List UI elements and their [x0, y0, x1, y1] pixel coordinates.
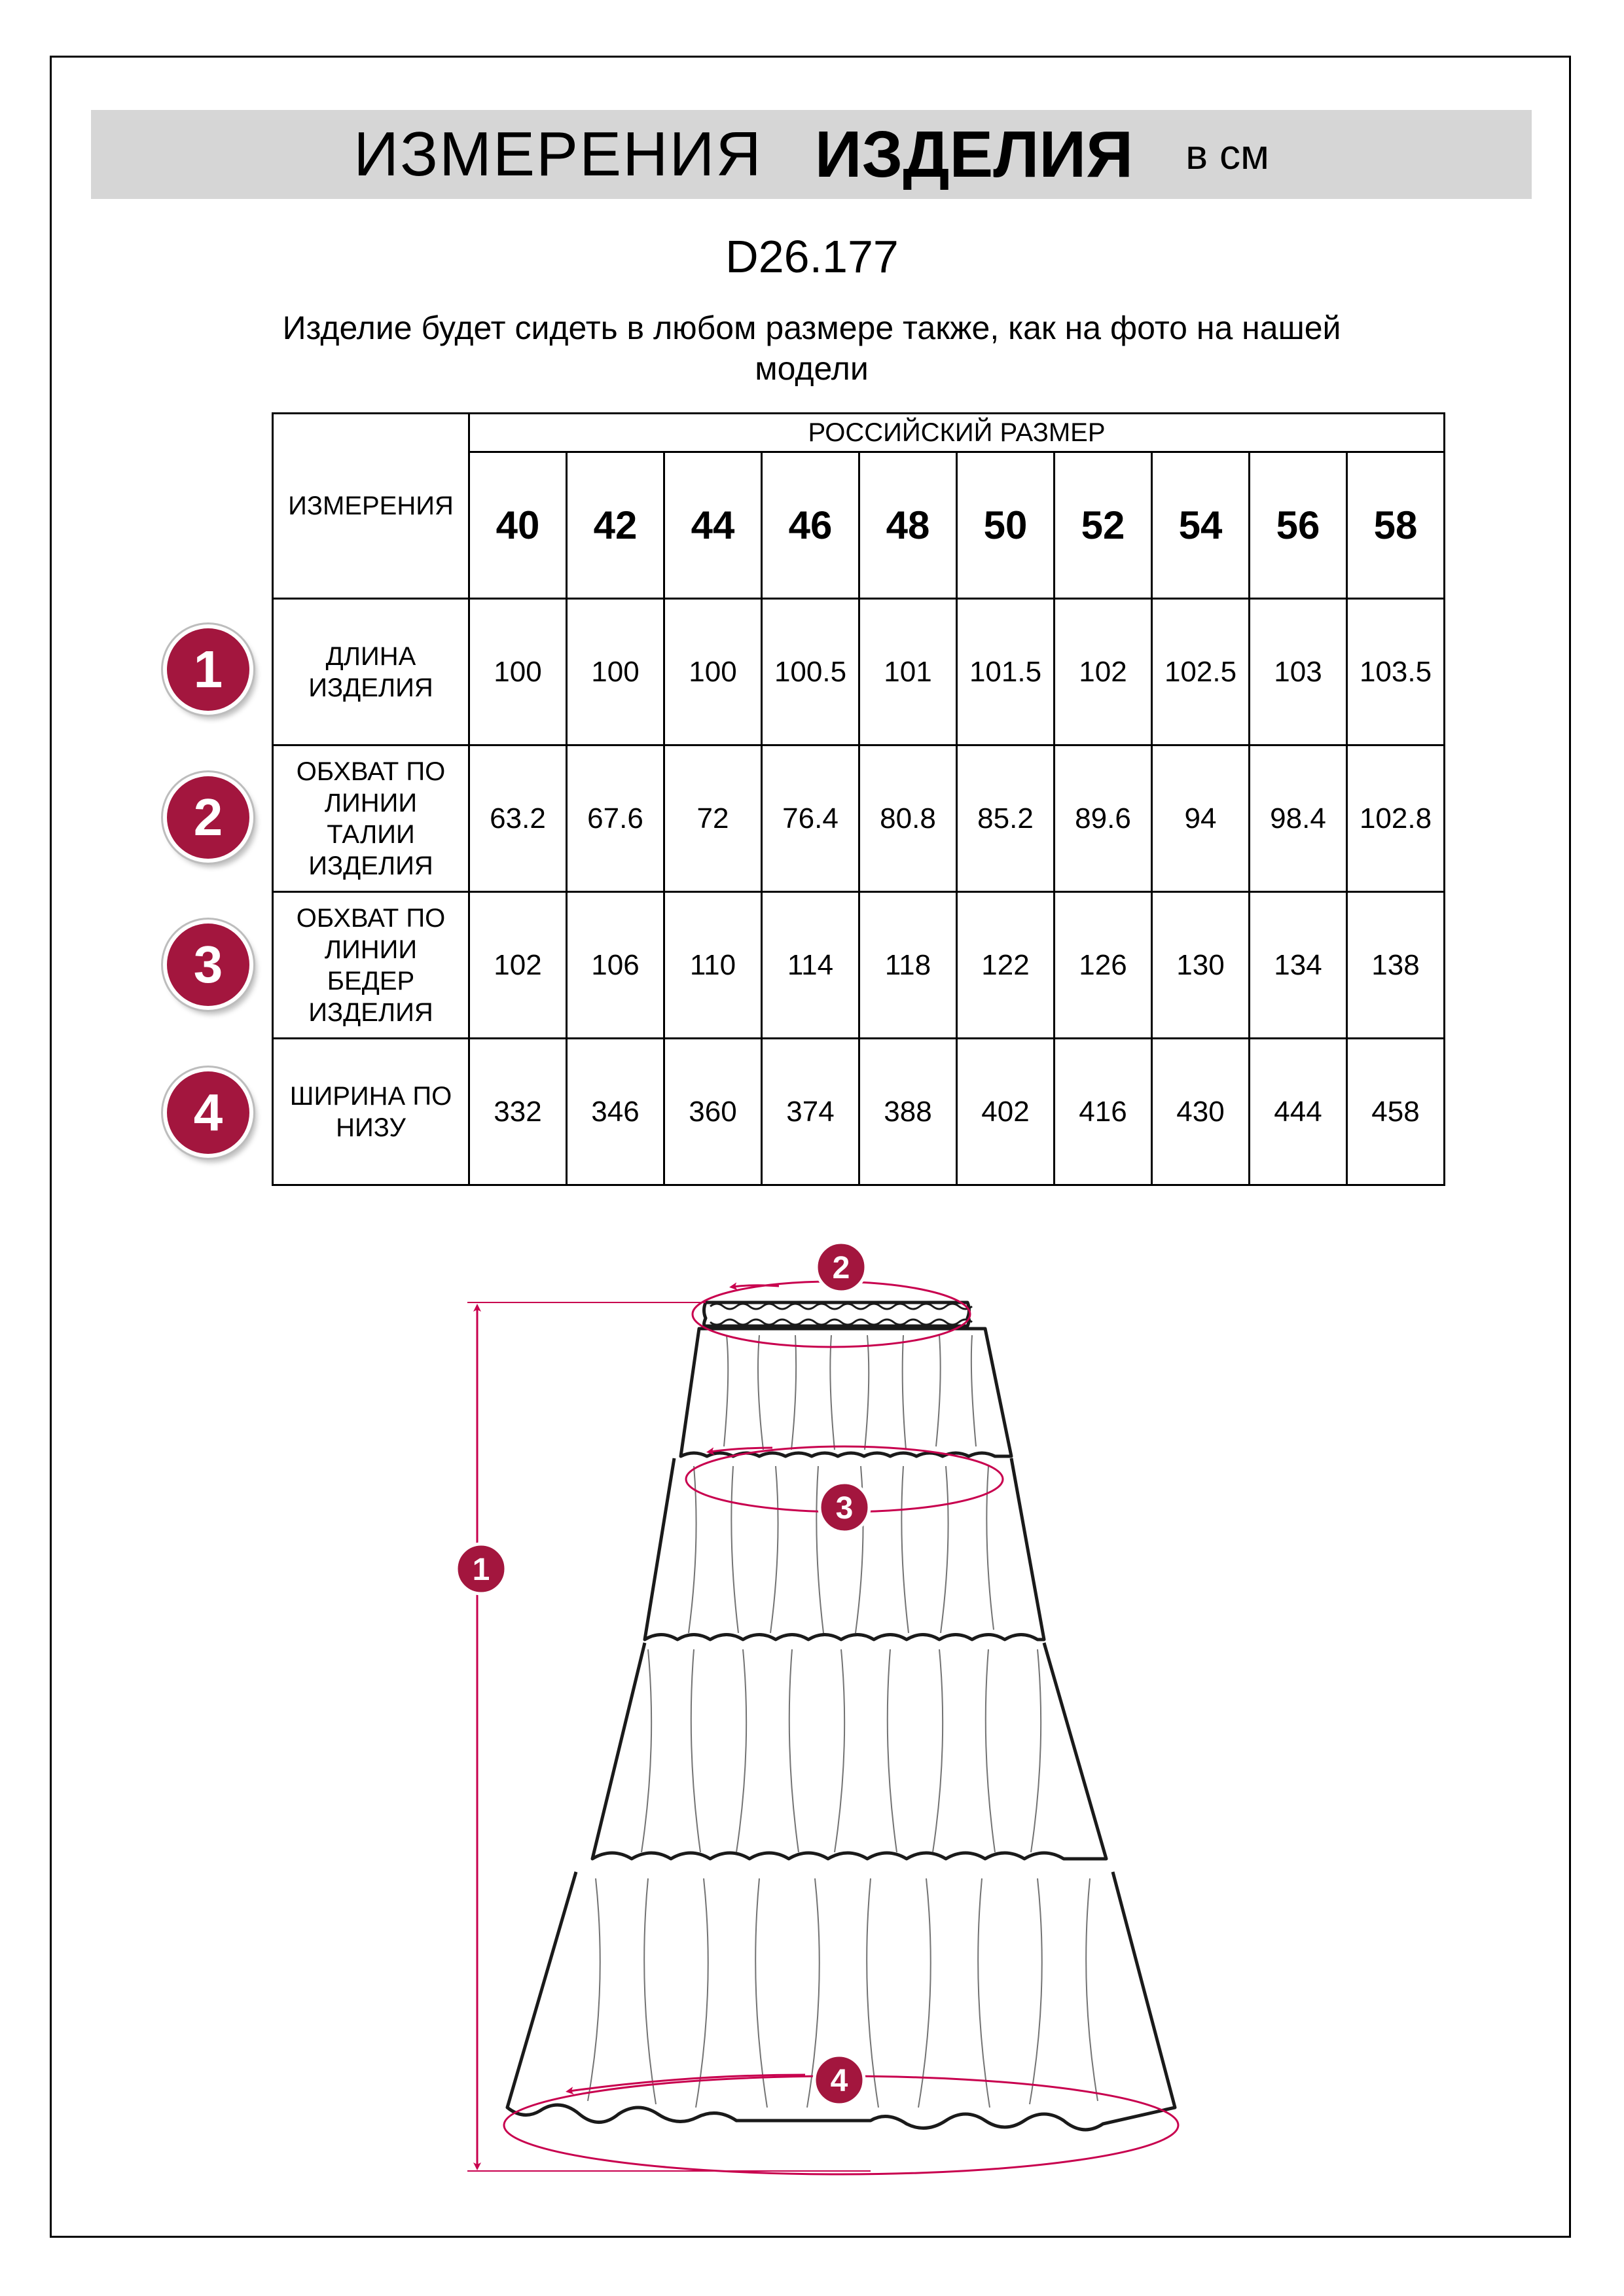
skirt-gathers	[588, 1335, 1098, 2108]
size-system-header: РОССИЙСКИЙ РАЗМЕР	[469, 414, 1445, 452]
table-cell: 444	[1250, 1039, 1347, 1185]
diagram-marker-3	[820, 1482, 869, 1532]
table-cell: 100	[664, 599, 762, 745]
table-cell: 103.5	[1347, 599, 1445, 745]
table-cell: 102	[1055, 599, 1152, 745]
size-header: 58	[1347, 452, 1445, 599]
table-cell: 346	[567, 1039, 664, 1185]
size-header: 52	[1055, 452, 1152, 599]
table-cell: 85.2	[957, 745, 1055, 892]
table-cell: 416	[1055, 1039, 1152, 1185]
diagram-marker-2	[816, 1242, 866, 1292]
table-cell: 114	[762, 892, 859, 1039]
table-cell: 89.6	[1055, 745, 1152, 892]
measure-label-line: ИЗДЕЛИЯ	[308, 997, 433, 1027]
table-cell: 388	[859, 1039, 957, 1185]
table-cell: 130	[1152, 892, 1250, 1039]
measure-label-line: ИЗДЕЛИЯ	[308, 673, 433, 702]
table-cell: 138	[1347, 892, 1445, 1039]
table-cell: 118	[859, 892, 957, 1039]
size-header: 40	[469, 452, 567, 599]
measure-label-line: ШИРИНА ПО	[289, 1081, 452, 1111]
skirt-outline	[507, 1302, 1175, 2130]
size-header: 44	[664, 452, 762, 599]
header-title: ИЗМЕРЕНИЯ	[353, 119, 763, 189]
fit-note-line-2: модели	[755, 350, 869, 387]
header-unit: в см	[1185, 131, 1269, 178]
table-cell: 332	[469, 1039, 567, 1185]
table-cell: 63.2	[469, 745, 567, 892]
measure-label-line: ЛИНИИ	[324, 788, 418, 817]
table-cell: 122	[957, 892, 1055, 1039]
measure-label-line: ИЗДЕЛИЯ	[308, 851, 433, 880]
measure-column-header: ИЗМЕРЕНИЯ	[273, 414, 469, 599]
measure-label-line: НИЗУ	[336, 1113, 406, 1142]
table-cell: 102.5	[1152, 599, 1250, 745]
table-cell: 402	[957, 1039, 1055, 1185]
svg-text:2: 2	[832, 1251, 850, 1285]
table-cell: 106	[567, 892, 664, 1039]
row-4-number-badge: 4	[167, 1071, 249, 1154]
size-header: 56	[1250, 452, 1347, 599]
table-cell: 100.5	[762, 599, 859, 745]
table-cell: 126	[1055, 892, 1152, 1039]
size-header: 50	[957, 452, 1055, 599]
table-cell: 101.5	[957, 599, 1055, 745]
measurement-lines	[467, 1282, 1178, 2174]
row-1-number-badge: 1	[167, 628, 249, 711]
fit-note-line-1: Изделие будет сидеть в любом размере также, как на фото на нашей	[282, 310, 1341, 346]
measure-label-line: ТАЛИИ	[327, 819, 415, 849]
diagram-marker-4	[814, 2055, 864, 2105]
table-cell: 103	[1250, 599, 1347, 745]
size-header: 46	[762, 452, 859, 599]
table-cell: 76.4	[762, 745, 859, 892]
measure-label-line: ДЛИНА	[325, 641, 416, 671]
measure-label-line: ЛИНИИ	[324, 935, 418, 964]
size-header: 42	[567, 452, 664, 599]
svg-text:3: 3	[835, 1491, 854, 1526]
table-cell: 100	[567, 599, 664, 745]
table-cell: 110	[664, 892, 762, 1039]
svg-text:1: 1	[472, 1552, 490, 1587]
diagram-marker-1	[456, 1544, 506, 1594]
measure-label-line: ОБХВАТ ПО	[296, 903, 446, 933]
measure-label-line: ОБХВАТ ПО	[296, 757, 446, 786]
table-cell: 94	[1152, 745, 1250, 892]
table-cell: 80.8	[859, 745, 957, 892]
table-cell: 374	[762, 1039, 859, 1185]
table-cell: 102	[469, 892, 567, 1039]
table-cell: 458	[1347, 1039, 1445, 1185]
article-number: D26.177	[725, 231, 899, 282]
header-title-bold: ИЗДЕЛИЯ	[814, 117, 1134, 191]
measure-label-line: БЕДЕР	[327, 966, 415, 996]
row-2-number-badge: 2	[167, 776, 249, 859]
row-3-number-badge: 3	[167, 924, 249, 1006]
size-header: 54	[1152, 452, 1250, 599]
size-header: 48	[859, 452, 957, 599]
table-cell: 360	[664, 1039, 762, 1185]
table-cell: 134	[1250, 892, 1347, 1039]
svg-text:4: 4	[830, 2064, 848, 2098]
table-cell: 101	[859, 599, 957, 745]
table-cell: 430	[1152, 1039, 1250, 1185]
table-cell: 67.6	[567, 745, 664, 892]
table-cell: 72	[664, 745, 762, 892]
table-cell: 100	[469, 599, 567, 745]
table-cell: 98.4	[1250, 745, 1347, 892]
table-cell: 102.8	[1347, 745, 1445, 892]
